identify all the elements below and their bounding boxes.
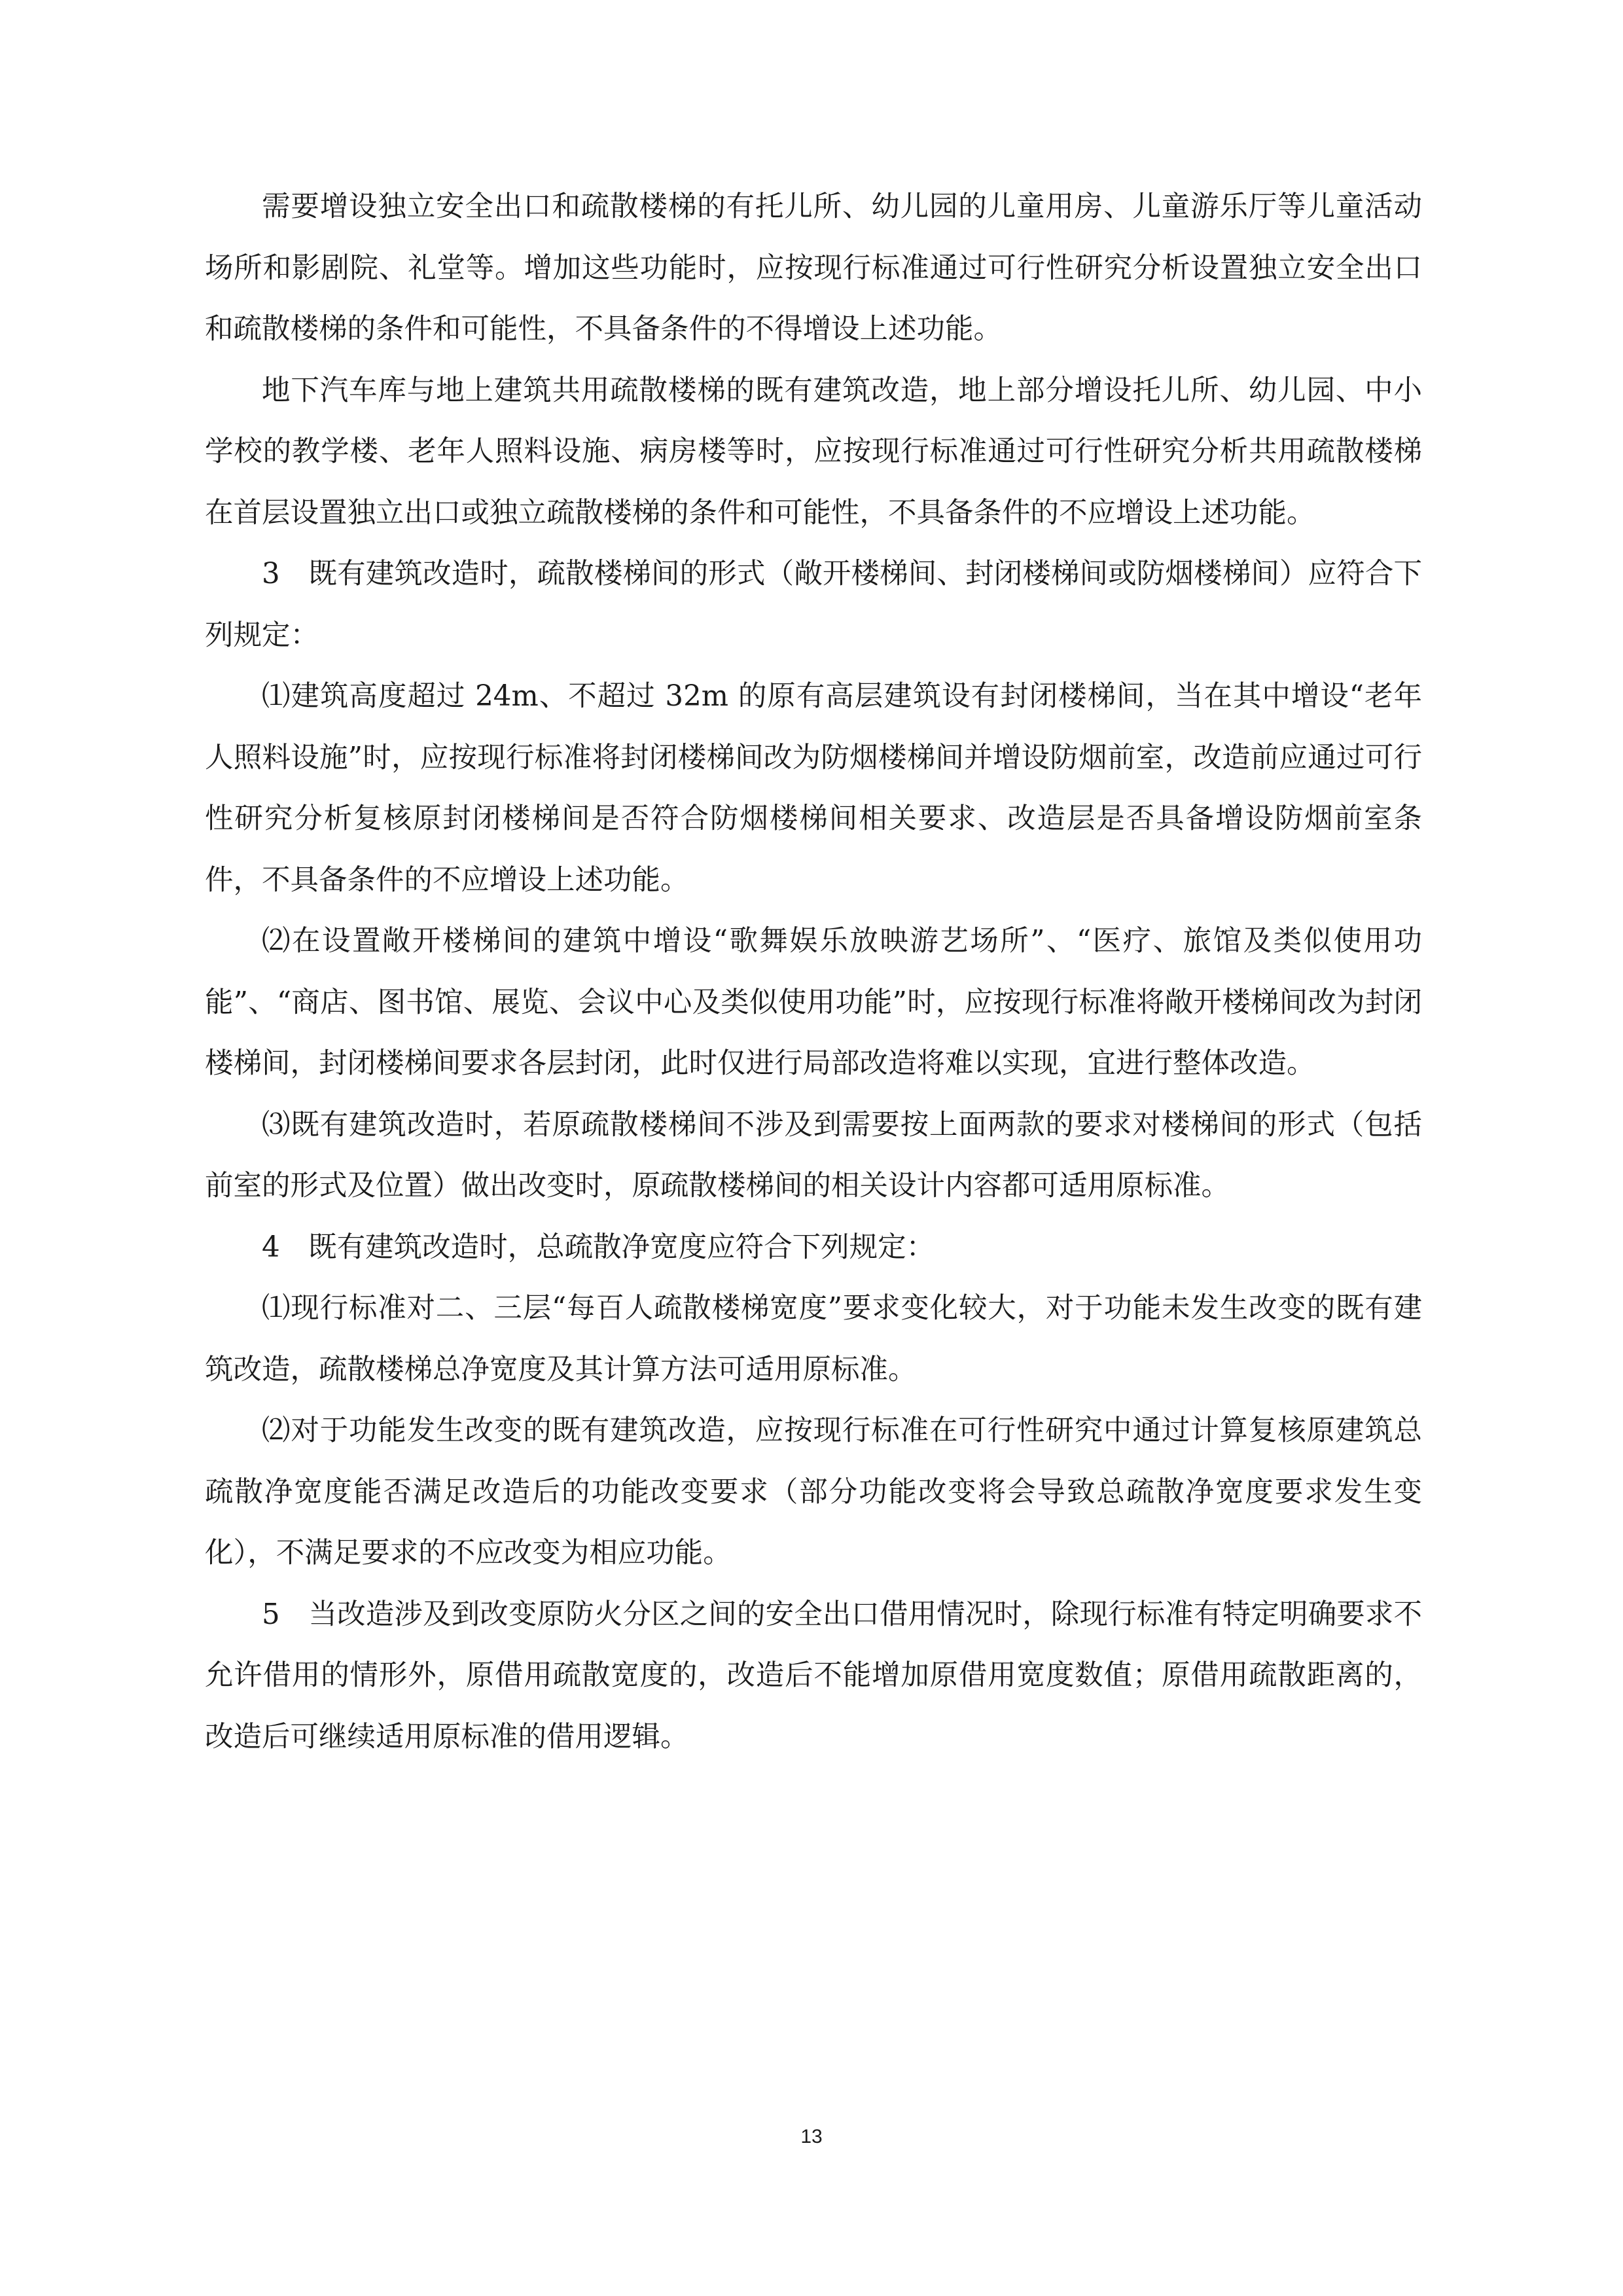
body-text xyxy=(205,177,1422,1768)
paragraph-1: 需要增设独立安全出口和疏散楼梯的有托儿所、幼儿园的儿童用房、儿童游乐厅等儿童活动场所和影剧院、礼堂等。增加这些功能时，应按现行标准通过可行性研究分析设置独立安全出口和疏散楼梯的条件和可能性，不具备条件的不得增设上述功能。 xyxy=(205,190,1422,346)
page-number: 13 xyxy=(800,2126,823,2147)
paragraph-7: 4 既有建筑改造时，总疏散净宽度应符合下列规定： xyxy=(262,1230,935,1264)
paragraph-10: 5 当改造涉及到改变原防火分区之间的安全出口借用情况时，除现行标准有特定明确要求不允许借用的情形外，原借用疏散宽度的，改造后不能增加原借用宽度数值；原借用疏散距离的，改造后可继续适用原标准的借用逻辑。 xyxy=(205,1598,1422,1753)
paragraph-5: ⑵在设置敞开楼梯间的建筑中增设“歌舞娱乐放映游艺场所”、“医疗、旅馆及类似使用功能”、“商店、图书馆、展览、会议中心及类似使用功能”时，应按现行标准将敞开楼梯间改为封闭楼梯间，封闭楼梯间要求各层封闭，此时仅进行局部改造将难以实现，宜进行整体改造。 xyxy=(205,925,1422,1080)
paragraph-9: ⑵对于功能发生改变的既有建筑改造，应按现行标准在可行性研究中通过计算复核原建筑总疏散净宽度能否满足改造后的功能改变要求（部分功能改变将会导致总疏散净宽度要求发生变化），不满足要求的不应改变为相应功能。 xyxy=(205,1414,1422,1570)
paragraph-6: ⑶既有建筑改造时，若原疏散楼梯间不涉及到需要按上面两款的要求对楼梯间的形式（包括前室的形式及位置）做出改变时，原疏散楼梯间的相关设计内容都可适用原标准。 xyxy=(205,1108,1422,1202)
paragraph-2: 地下汽车库与地上建筑共用疏散楼梯的既有建筑改造，地上部分增设托儿所、幼儿园、中小学校的教学楼、老年人照料设施、病房楼等时，应按现行标准通过可行性研究分析共用疏散楼梯在首层设置独立出口或独立疏散楼梯的条件和可能性，不具备条件的不应增设上述功能。 xyxy=(205,374,1422,529)
paragraph-8: ⑴现行标准对二、三层“每百人疏散楼梯宽度”要求变化较大，对于功能未发生改变的既有建筑改造，疏散楼梯总净宽度及其计算方法可适用原标准。 xyxy=(205,1292,1422,1386)
paragraph-3: 3 既有建筑改造时，疏散楼梯间的形式（敞开楼梯间、封闭楼梯间或防烟楼梯间）应符合下列规定： xyxy=(205,558,1422,652)
paragraph-4: ⑴建筑高度超过 24m、不超过 32m 的原有高层建筑设有封闭楼梯间，当在其中增设“老年人照料设施”时，应按现行标准将封闭楼梯间改为防烟楼梯间并增设防烟前室，改造前应通过可行性研究分析复核原封闭楼梯间是否符合防烟楼梯间相关要求、改造层是否具备增设防烟前室条件，不具备条件的不应增设上述功能。 xyxy=(205,680,1422,897)
